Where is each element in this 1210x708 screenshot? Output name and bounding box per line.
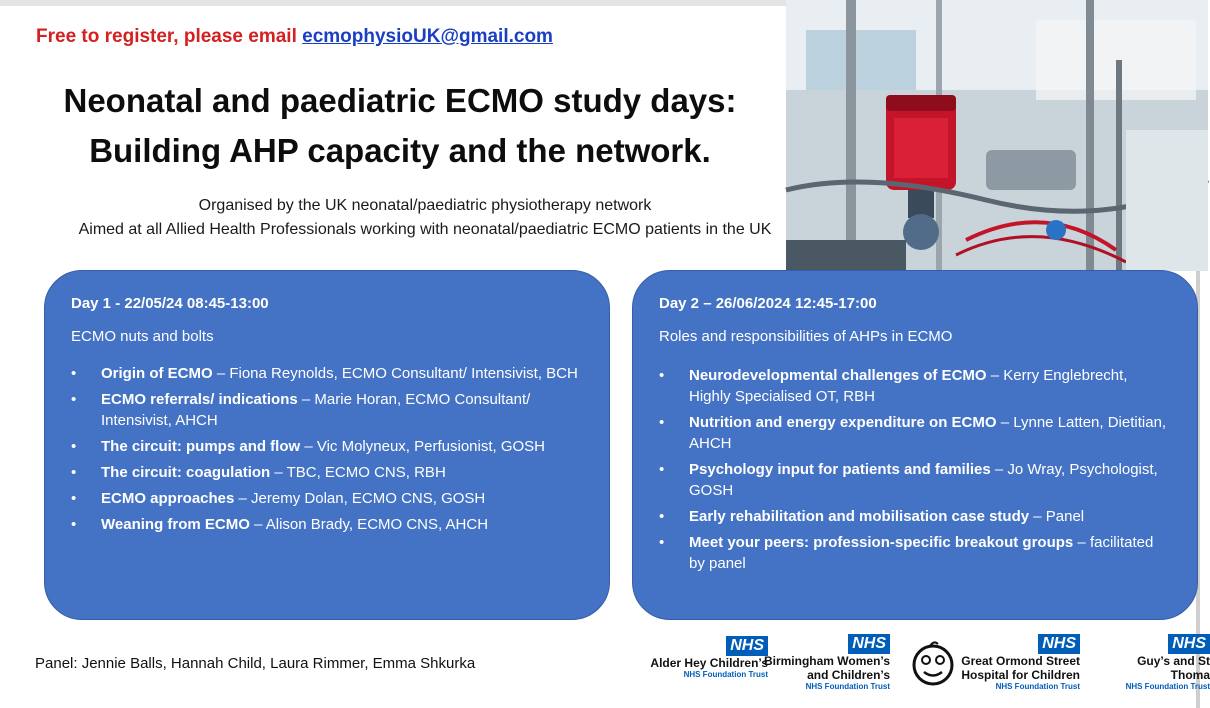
day1-theme: ECMO nuts and bolts: [71, 328, 214, 345]
gosh-face-logo: [910, 638, 956, 688]
register-line: [36, 26, 553, 48]
talk-speaker: – Kerry Englebrecht, Highly Specialised OT, RBH: [689, 367, 1128, 405]
list-item: [71, 488, 583, 509]
panel-members: Panel: Jennie Balls, Hannah Child, Laura Rimmer, Emma Shkurka: [35, 655, 476, 672]
day2-heading: Day 2 – 26/06/2024 12:45-17:00: [659, 295, 877, 312]
list-item: [71, 389, 583, 431]
talk-title: Neurodevelopmental challenges of ECMO: [689, 367, 987, 384]
alder-hey-logo: [600, 636, 768, 680]
talk-title: Nutrition and energy expenditure on ECMO: [689, 414, 997, 431]
day1-talk-list: [71, 363, 583, 535]
list-item: [71, 363, 583, 384]
logo-name-2: and Children’s: [807, 668, 890, 682]
list-item: [659, 506, 1171, 527]
nhs-badge: NHS: [1038, 634, 1080, 654]
email-link[interactable]: ecmophysioUK@gmail.com: [302, 26, 553, 47]
talk-title: The circuit: pumps and flow: [101, 438, 301, 455]
title-line-2: Building AHP capacity and the network.: [89, 132, 711, 169]
ecmo-equipment-photo: [786, 0, 1208, 271]
logo-trust: NHS Foundation Trust: [805, 682, 890, 691]
list-item: [71, 514, 583, 535]
day2-theme: Roles and responsibilities of AHPs in ECMO: [659, 328, 953, 345]
talk-title: Meet your peers: profession-specific breakout groups: [689, 534, 1074, 551]
logo-trust: NHS Foundation Trust: [995, 682, 1080, 691]
logo-name: Birmingham Women’s: [763, 654, 890, 668]
logo-name-2: Hospital for Children: [961, 668, 1080, 682]
day2-box: [632, 270, 1198, 620]
list-item: [659, 365, 1171, 407]
nhs-badge: NHS: [848, 634, 890, 654]
list-item: [71, 436, 583, 457]
talk-title: Weaning from ECMO: [101, 516, 250, 533]
logo-name: Guy’s and St Thoma: [1137, 654, 1210, 682]
talk-title: Origin of ECMO: [101, 365, 213, 382]
talk-speaker: – Marie Horan, ECMO Consultant/ Intensivist, AHCH: [101, 391, 531, 429]
talk-speaker: – Vic Molyneux, Perfusionist, GOSH: [300, 438, 546, 455]
talk-title: Psychology input for patients and families: [689, 461, 991, 478]
logo-trust: NHS Foundation Trust: [1125, 682, 1210, 691]
day1-heading: Day 1 - 22/05/24 08:45-13:00: [71, 295, 269, 312]
talk-title: The circuit: coagulation: [101, 464, 271, 481]
day2-talk-list: [659, 365, 1171, 574]
page-title: [0, 76, 800, 176]
talk-speaker: – facilitated by panel: [689, 534, 1154, 572]
guys-st-thomas-logo: [1100, 634, 1210, 692]
gosh-logo: [910, 634, 1080, 692]
title-line-1: Neonatal and paediatric ECMO study days:: [63, 82, 737, 119]
list-item: [659, 459, 1171, 501]
talk-speaker: – Jo Wray, Psychologist, GOSH: [689, 461, 1158, 499]
talk-title: ECMO referrals/ indications: [101, 391, 298, 408]
nhs-badge: NHS: [1168, 634, 1210, 654]
audience: Aimed at all Allied Health Professionals working with neonatal/paediatric ECMO patients in the UK: [78, 221, 772, 238]
list-item: [659, 412, 1171, 454]
list-item: [71, 462, 583, 483]
register-text: Free to register, please email: [36, 26, 303, 47]
organised-by: Organised by the UK neonatal/paediatric physiotherapy network: [198, 197, 652, 214]
logo-trust: NHS Foundation Trust: [683, 670, 768, 679]
talk-speaker: – TBC, ECMO CNS, RBH: [270, 464, 446, 481]
birmingham-logo: [760, 634, 890, 692]
talk-speaker: – Panel: [1029, 508, 1085, 525]
day1-box: [44, 270, 610, 620]
logo-name: Alder Hey Children’s: [650, 656, 768, 670]
talk-speaker: – Alison Brady, ECMO CNS, AHCH: [249, 516, 489, 533]
nhs-badge: NHS: [726, 636, 768, 656]
logo-name: Great Ormond Street: [961, 654, 1080, 668]
talk-speaker: – Jeremy Dolan, ECMO CNS, GOSH: [234, 490, 486, 507]
list-item: [659, 532, 1171, 574]
talk-title: Early rehabilitation and mobilisation case study: [689, 508, 1030, 525]
talk-speaker: – Lynne Latten, Dietitian, AHCH: [689, 414, 1167, 452]
talk-title: ECMO approaches: [101, 490, 235, 507]
talk-speaker: – Fiona Reynolds, ECMO Consultant/ Intensivist, BCH: [212, 365, 578, 382]
